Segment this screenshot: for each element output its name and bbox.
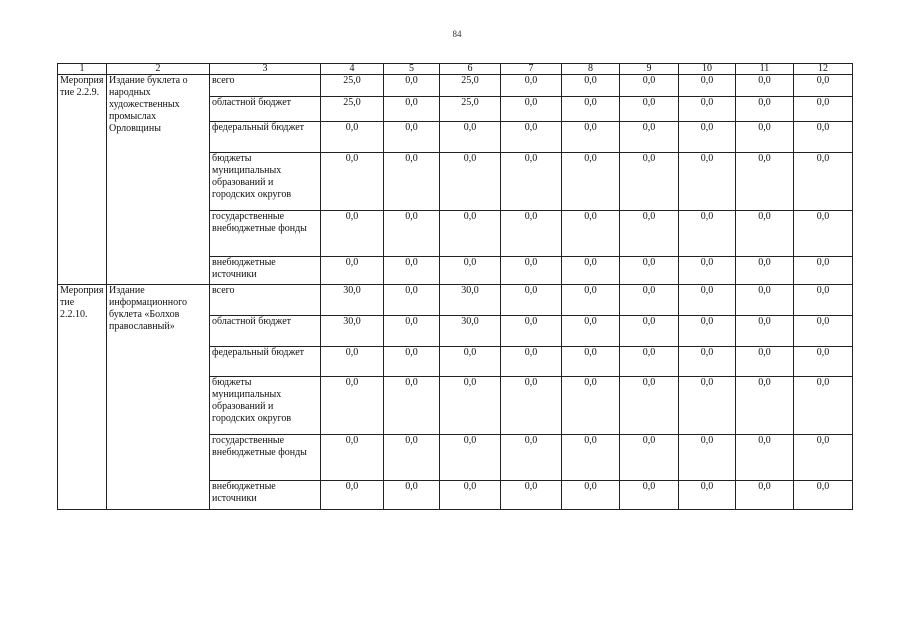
value-cell: 0,0 (620, 75, 679, 97)
value-cell: 0,0 (384, 347, 440, 377)
value-cell: 0,0 (501, 377, 562, 435)
header-cell: 6 (440, 64, 501, 75)
page-number: 84 (452, 29, 462, 39)
value-cell: 0,0 (321, 211, 384, 257)
value-cell: 30,0 (440, 316, 501, 347)
value-cell: 0,0 (620, 377, 679, 435)
value-cell: 0,0 (562, 122, 620, 153)
value-cell: 0,0 (440, 435, 501, 481)
value-cell: 0,0 (440, 347, 501, 377)
value-cell: 0,0 (620, 257, 679, 285)
value-cell: 0,0 (679, 75, 736, 97)
value-cell: 0,0 (679, 347, 736, 377)
value-cell: 0,0 (794, 257, 853, 285)
value-cell: 30,0 (321, 285, 384, 316)
funding-source: федеральный бюджет (210, 347, 321, 377)
value-cell: 0,0 (679, 122, 736, 153)
value-cell: 0,0 (736, 481, 794, 510)
value-cell: 0,0 (501, 211, 562, 257)
value-cell: 0,0 (736, 285, 794, 316)
value-cell: 0,0 (620, 347, 679, 377)
value-cell: 30,0 (321, 316, 384, 347)
value-cell: 0,0 (384, 316, 440, 347)
value-cell: 0,0 (620, 316, 679, 347)
funding-source: бюджеты муниципальных образований и городских округов (210, 153, 321, 211)
header-row (58, 64, 853, 75)
value-cell: 0,0 (794, 481, 853, 510)
value-cell: 0,0 (620, 122, 679, 153)
value-cell: 0,0 (620, 153, 679, 211)
header-cell: 2 (107, 64, 210, 75)
value-cell: 0,0 (562, 285, 620, 316)
value-cell: 0,0 (679, 435, 736, 481)
value-cell: 0,0 (501, 347, 562, 377)
value-cell: 0,0 (384, 285, 440, 316)
value-cell: 25,0 (321, 75, 384, 97)
value-cell: 0,0 (620, 285, 679, 316)
value-cell: 0,0 (736, 316, 794, 347)
value-cell: 0,0 (562, 97, 620, 122)
value-cell: 0,0 (440, 211, 501, 257)
value-cell: 0,0 (794, 347, 853, 377)
value-cell: 0,0 (501, 257, 562, 285)
value-cell: 0,0 (321, 347, 384, 377)
funding-source: внебюджетные источники (210, 481, 321, 510)
value-cell: 0,0 (384, 435, 440, 481)
value-cell: 0,0 (794, 316, 853, 347)
value-cell: 0,0 (440, 153, 501, 211)
value-cell: 0,0 (501, 75, 562, 97)
value-cell: 0,0 (321, 153, 384, 211)
value-cell: 0,0 (562, 153, 620, 211)
value-cell: 0,0 (440, 481, 501, 510)
value-cell: 0,0 (679, 153, 736, 211)
value-cell: 0,0 (736, 97, 794, 122)
value-cell: 0,0 (679, 257, 736, 285)
value-cell: 0,0 (384, 257, 440, 285)
value-cell: 0,0 (321, 257, 384, 285)
value-cell: 0,0 (679, 211, 736, 257)
value-cell: 0,0 (736, 377, 794, 435)
header-cell: 5 (384, 64, 440, 75)
activity-code: Мероприятие 2.2.10. (58, 285, 107, 510)
value-cell: 0,0 (794, 285, 853, 316)
value-cell: 25,0 (440, 75, 501, 97)
header-cell: 10 (679, 64, 736, 75)
value-cell: 0,0 (501, 435, 562, 481)
value-cell: 0,0 (736, 153, 794, 211)
value-cell: 0,0 (679, 97, 736, 122)
funding-source: всего (210, 75, 321, 97)
value-cell: 0,0 (501, 316, 562, 347)
value-cell: 0,0 (562, 435, 620, 481)
value-cell: 0,0 (384, 75, 440, 97)
funding-source: внебюджетные источники (210, 257, 321, 285)
value-cell: 0,0 (679, 377, 736, 435)
value-cell: 0,0 (679, 316, 736, 347)
table-row (58, 75, 853, 97)
value-cell: 0,0 (384, 211, 440, 257)
value-cell: 0,0 (562, 347, 620, 377)
value-cell: 0,0 (736, 122, 794, 153)
header-cell: 12 (794, 64, 853, 75)
value-cell: 0,0 (384, 377, 440, 435)
value-cell: 0,0 (736, 347, 794, 377)
activity-name: Издание буклета о народных художественных промыслах Орловщины (107, 75, 210, 285)
value-cell: 0,0 (384, 481, 440, 510)
header-cell: 4 (321, 64, 384, 75)
value-cell: 0,0 (440, 122, 501, 153)
value-cell: 30,0 (440, 285, 501, 316)
header-cell: 9 (620, 64, 679, 75)
value-cell: 25,0 (321, 97, 384, 122)
header-cell: 11 (736, 64, 794, 75)
value-cell: 0,0 (679, 481, 736, 510)
value-cell: 0,0 (562, 75, 620, 97)
value-cell: 0,0 (736, 211, 794, 257)
value-cell: 0,0 (562, 257, 620, 285)
value-cell: 0,0 (321, 481, 384, 510)
funding-source: областной бюджет (210, 97, 321, 122)
activity-code: Мероприятие 2.2.9. (58, 75, 107, 285)
value-cell: 0,0 (440, 377, 501, 435)
value-cell: 0,0 (501, 153, 562, 211)
value-cell: 0,0 (562, 211, 620, 257)
funding-source: бюджеты муниципальных образований и городских округов (210, 377, 321, 435)
value-cell: 0,0 (562, 377, 620, 435)
value-cell: 0,0 (321, 377, 384, 435)
value-cell: 0,0 (794, 377, 853, 435)
value-cell: 0,0 (794, 75, 853, 97)
header-cell: 3 (210, 64, 321, 75)
funding-source: государственные внебюджетные фонды (210, 211, 321, 257)
value-cell: 0,0 (794, 122, 853, 153)
value-cell: 25,0 (440, 97, 501, 122)
value-cell: 0,0 (620, 97, 679, 122)
value-cell: 0,0 (679, 285, 736, 316)
value-cell: 0,0 (384, 153, 440, 211)
value-cell: 0,0 (794, 211, 853, 257)
value-cell: 0,0 (794, 435, 853, 481)
value-cell: 0,0 (440, 257, 501, 285)
activity-name: Издание информационного буклета «Болхов православный» (107, 285, 210, 510)
value-cell: 0,0 (501, 285, 562, 316)
header-cell: 1 (58, 64, 107, 75)
header-cell: 7 (501, 64, 562, 75)
budget-table (57, 63, 853, 510)
header-cell: 8 (562, 64, 620, 75)
funding-source: государственные внебюджетные фонды (210, 435, 321, 481)
value-cell: 0,0 (620, 481, 679, 510)
value-cell: 0,0 (384, 122, 440, 153)
value-cell: 0,0 (736, 75, 794, 97)
value-cell: 0,0 (501, 122, 562, 153)
value-cell: 0,0 (794, 97, 853, 122)
value-cell: 0,0 (321, 435, 384, 481)
value-cell: 0,0 (736, 257, 794, 285)
table-row (58, 285, 853, 316)
value-cell: 0,0 (321, 122, 384, 153)
value-cell: 0,0 (501, 481, 562, 510)
value-cell: 0,0 (562, 481, 620, 510)
funding-source: областной бюджет (210, 316, 321, 347)
value-cell: 0,0 (736, 435, 794, 481)
funding-source: всего (210, 285, 321, 316)
value-cell: 0,0 (794, 153, 853, 211)
value-cell: 0,0 (620, 211, 679, 257)
funding-source: федеральный бюджет (210, 122, 321, 153)
value-cell: 0,0 (501, 97, 562, 122)
value-cell: 0,0 (384, 97, 440, 122)
value-cell: 0,0 (620, 435, 679, 481)
value-cell: 0,0 (562, 316, 620, 347)
